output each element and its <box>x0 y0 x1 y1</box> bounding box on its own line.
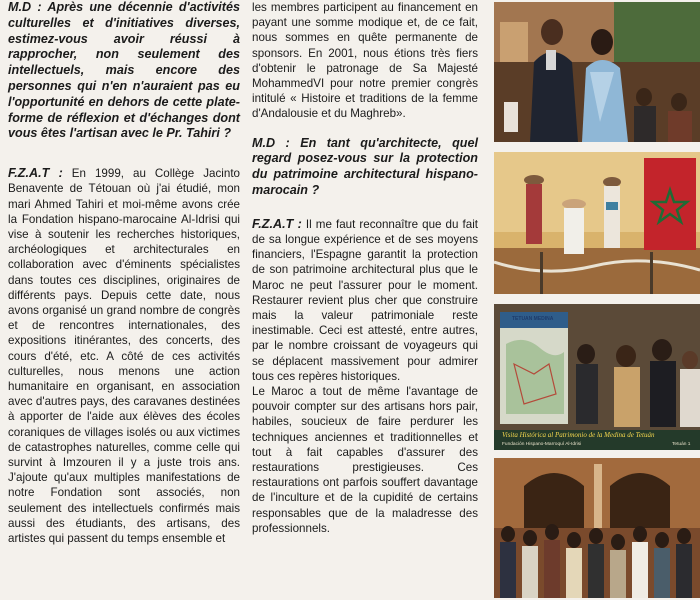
photo-exhibition <box>494 152 700 294</box>
interview-question-2 <box>252 136 478 199</box>
middle-column <box>252 0 478 536</box>
question-speaker: M.D : <box>8 0 42 14</box>
answer-continuation: les membres participent au financement en payant une somme modique et, de ce fait, nous sommes en quête permanente de sponsors. En 2001, nous étions très fiers d'obtenir le patronage de Sa Majesté MohammedVI pour notre premier congrès intitulé « Histoire et traditions de la femme d'Andalousie et du Maghreb». <box>252 1 478 121</box>
photo-caption-sub: Fundación Hispano-Marroquí Al-Idrisi <box>502 442 582 447</box>
left-column <box>8 0 240 546</box>
photo-caption: Visita Histórica al Patrimonio de la Medina de Tetuán <box>502 431 655 439</box>
question-text: Après une décennie d'activités culturelles et d'initiatives diverses, estimez-vous avoir réussi à rapprocher, non seulement des intellectuels, mais encore des personnes qui n'en n'auraient pas eu l'opportunité en dehors de cette plate-forme de réflexion et d'échanges dont vous êtes l'artisan avec le Pr. Tahiri ? <box>8 0 240 141</box>
question-speaker: M.D : <box>252 135 290 150</box>
interview-answer-2-paragraph-2: Le Maroc a tout de même l'avantage de pouvoir compter sur des artisans hors pair, habiles, soucieux de faire perdurer les techniques anciennes et traditionnelles et tout à fait capables d'assurer des restaurations prestigieuses. Ces restaurations ont parfois souffert davantage de l'inculture et de la cupidité de certains responsables que de la maladresse des professionnels. <box>252 385 478 535</box>
photo-group-visit <box>494 458 700 598</box>
question-text: En tant qu'architecte, quel regard posez-vous sur la protection du patrimoine architectural hispano-marocain ? <box>252 135 478 198</box>
answer-text: En 1999, au Collège Jacinto Benavente de Tétouan où j'ai étudié, mon mari Ahmed Tahiri et moi-même avons crée la Fondation hispano-marocaine Al-Idrisi qui vise à soutenir les recherches historiques, archéologiques et architecturales en collaboration avec d'éminents spécialistes dans toutes ces disciplines, originaires de différents pays. Depuis cette date, nous avons organisé un grand nombre de congrès et de rencontres internationales, des expositions itinérantes, des concerts, des cours d'été, etc. A côté de ces activités culturelles, nous menons une action humanitaire en organisant, en association avec d'autres pays, des caravanes destinées à apporter de l'aide aux élèves des écoles coraniques de villages isolés ou aux victimes de catastrophes naturelles, comme celle qui survint à Imzouren il y a juste trois ans. J'ajoute qu'aux multiples manifestations de notre Fondation sont associés, non seulement des intellectuels confirmés mais aussi des étudiants, des artisans, des artistes qui passent du temps ensemble et <box>8 167 240 546</box>
answer-speaker: F.Z.A.T : <box>252 216 302 231</box>
photo-column <box>494 0 700 600</box>
interview-question-1 <box>8 0 240 142</box>
photo-map-visit <box>494 304 700 450</box>
answer-speaker: F.Z.A.T : <box>8 166 63 181</box>
interview-answer-2 <box>252 217 478 384</box>
interview-answer-1 <box>8 166 240 546</box>
answer-text: Il me faut reconnaître que du fait de sa longue expérience et de ses moyens financiers, l'Espagne garantit la protection de son patrimoine architectural plus que le Maroc ne peut l'assurer pour le moment. Restaurer revient plus cher que construire mais la valeur patrimoniale reste inestimable. Ceci est attesté, entre autres, par le nombre croissant de voyageurs qui se déplacent massivement pour admirer tous ces repères historiques. <box>252 217 478 383</box>
photo-caption-right: Tetuán 1 <box>672 442 691 447</box>
photo-ceremony <box>494 2 700 142</box>
map-title: TETUAN MEDINA <box>512 316 554 322</box>
